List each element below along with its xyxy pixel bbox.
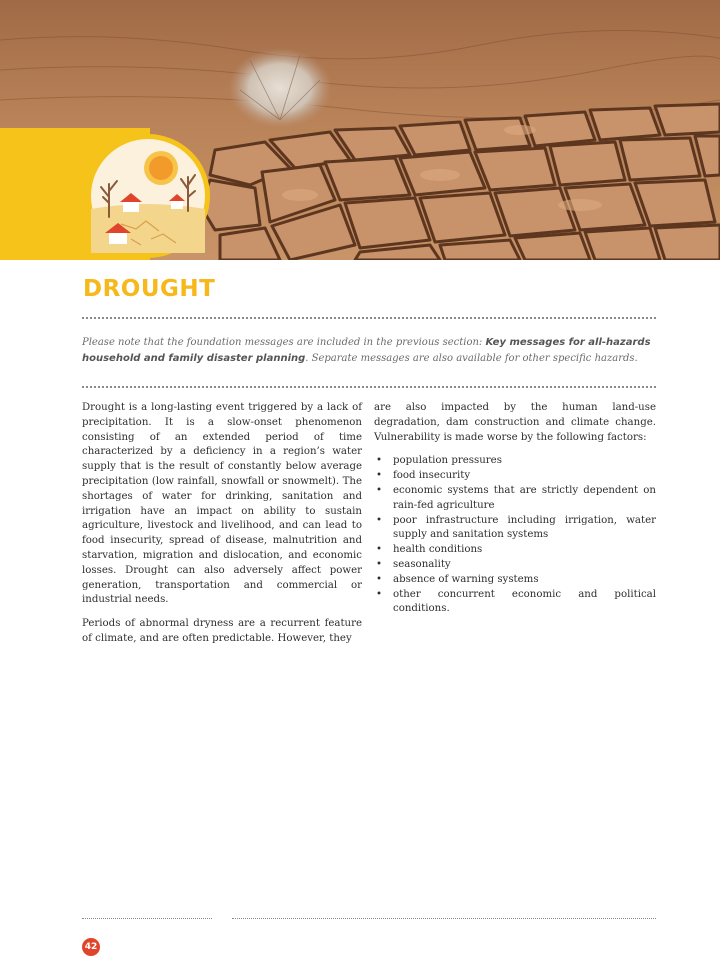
- list-item: • population pressures: [374, 454, 656, 469]
- note-text-2: . Separate messages are also available for other specific hazards.: [305, 353, 638, 364]
- page-title: DROUGHT: [83, 276, 216, 302]
- list-item: • other concurrent economic and political conditions.: [374, 588, 656, 618]
- list-item: • absence of warning systems: [374, 573, 656, 588]
- paragraph-drought-definition: Drought is a long-lasting event triggered by a lack of precipitation. It is a slow-onset phenomenon consisting of an extended period of time characterized by a deficiency in a region’s water supply that is the result of constantly below average precipitation (low rainfall, snowfall or snowmelt). The shortages of water for drinking, sanitation and irrigation have an impact on ability to sustain agriculture, livestock and livelihood, and can lead to food insecurity, spread of disease, malnutrition and starvation, migration and dislocation, and economic losses. Drought can also adversely affect power generation, transportation and commercial or industrial needs.: [82, 402, 362, 606]
- note-emphasis: Key messages for all-hazards household and family disaster planning: [82, 337, 651, 364]
- list-item: • economic systems that are strictly dependent on rain-fed agriculture: [374, 484, 656, 514]
- note-text-1: Please note that the foundation messages are included in the previous section:: [82, 337, 486, 348]
- vulnerability-factors-list: [374, 454, 656, 617]
- footer-divider-left: [82, 918, 212, 919]
- footer-divider-right: [232, 918, 656, 919]
- paragraph-dryness: Periods of abnormal dryness are a recurrent feature of climate, and are often predictable. However, they: [82, 618, 362, 644]
- drought-icon: [86, 134, 210, 258]
- body-column-right: [374, 401, 656, 617]
- body-column-left: [82, 401, 362, 656]
- page-number-badge: 42: [82, 938, 100, 956]
- list-item: • seasonality: [374, 558, 656, 573]
- list-item: • health conditions: [374, 543, 656, 558]
- divider-bottom: [82, 386, 656, 388]
- foundation-note: [82, 335, 658, 367]
- paragraph-vulnerability: are also impacted by the human land-use degradation, dam construction and climate change. Vulnerability is made worse by the following factors:: [374, 402, 656, 443]
- list-item: • poor infrastructure including irrigation, water supply and sanitation systems: [374, 514, 656, 544]
- divider-top: [82, 317, 656, 319]
- list-item: • food insecurity: [374, 469, 656, 484]
